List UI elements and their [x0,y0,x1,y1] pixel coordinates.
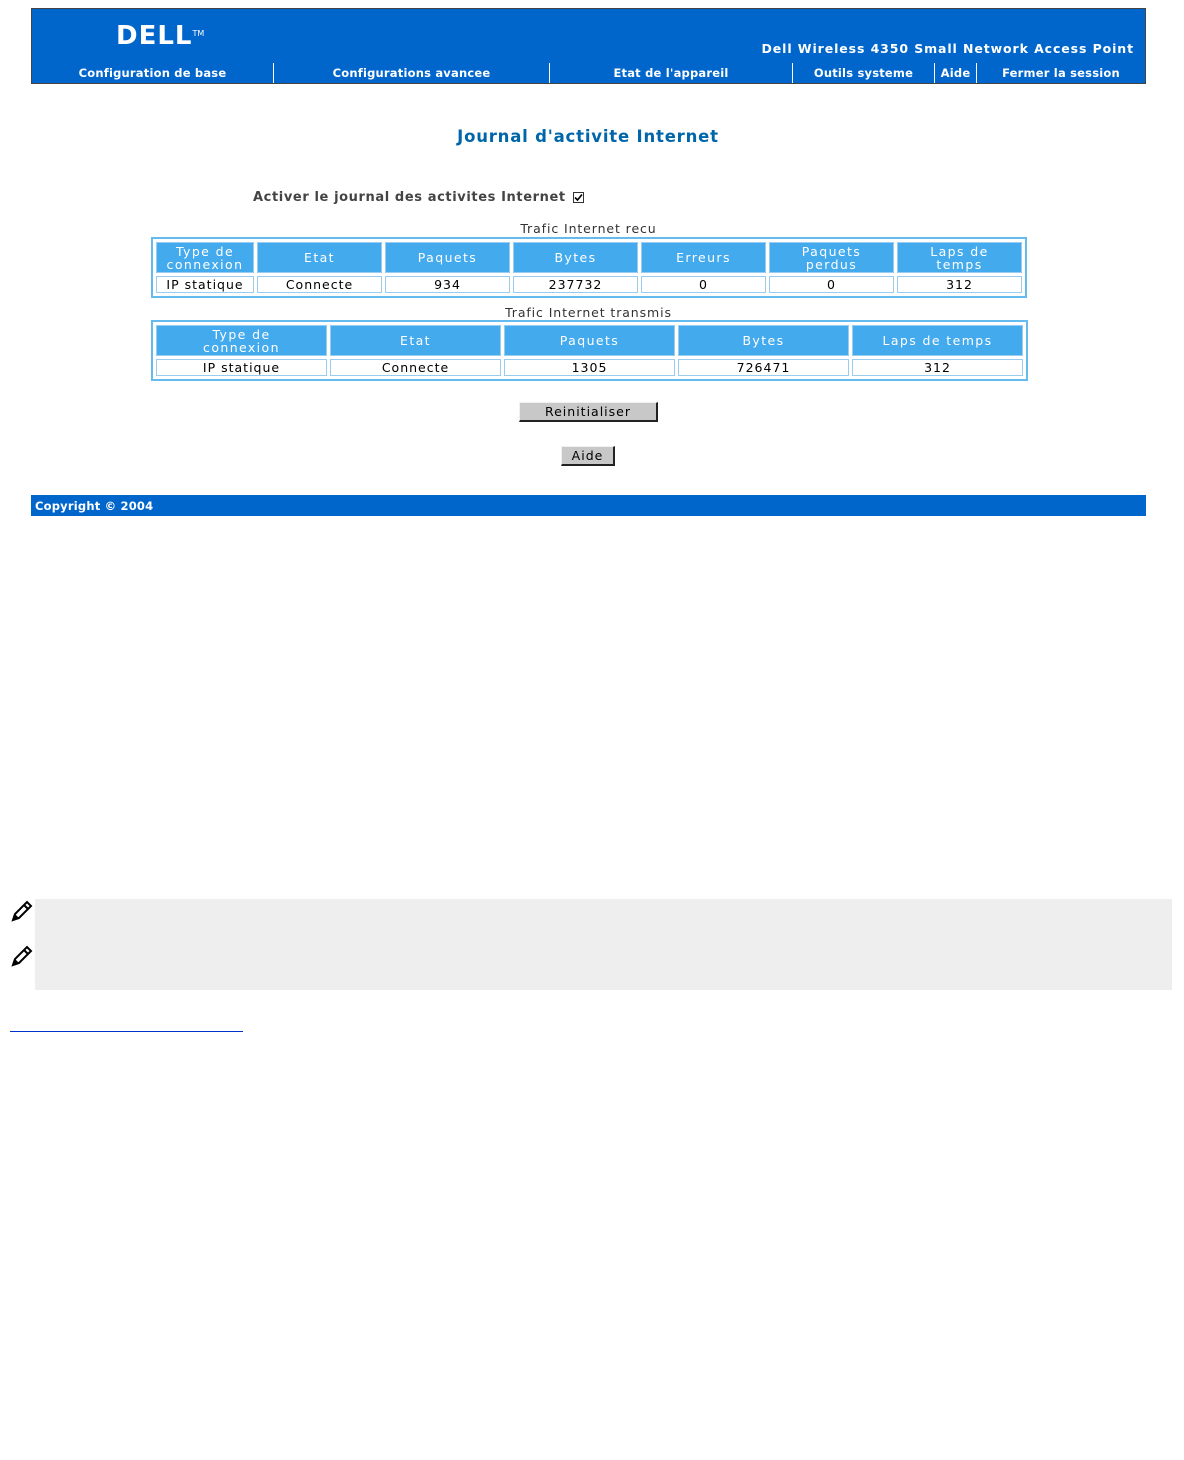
logo-text: DELL [116,21,193,51]
log-toggle-label: Activer le journal des activites Internet [253,190,566,205]
cell-bytes: 237732 [513,276,638,293]
reset-button[interactable]: Reinitialiser [519,402,658,422]
check-icon [574,193,583,202]
col-elapsed-time: Laps de temps [852,325,1023,356]
nav-help[interactable]: Aide [935,63,977,83]
header-banner [32,9,1145,62]
cell-connection-type: IP statique [156,276,254,293]
col-bytes: Bytes [513,242,638,273]
col-lost-packets: Paquets perdus [769,242,894,273]
col-status: Etat [257,242,382,273]
main-nav [32,63,1145,83]
nav-advanced-settings[interactable]: Configurations avancee [274,63,550,83]
table-row [156,276,1022,293]
help-button[interactable]: Aide [561,446,615,466]
note-pencil-icon [10,944,34,968]
cell-elapsed-time: 312 [852,359,1023,376]
nav-logout[interactable]: Fermer la session [977,63,1145,83]
link-underline [10,1031,243,1032]
transmitted-traffic-table [151,320,1028,381]
col-packets: Paquets [385,242,510,273]
table-row [156,359,1023,376]
nav-basic-settings[interactable]: Configuration de base [32,63,274,83]
log-toggle-row [253,190,584,205]
col-packets: Paquets [504,325,675,356]
col-bytes: Bytes [678,325,849,356]
log-enable-checkbox[interactable] [573,192,584,203]
col-connection-type: Type de connexion [156,325,327,356]
cell-elapsed-time: 312 [897,276,1022,293]
cell-status: Connecte [330,359,501,376]
app-header [31,8,1146,84]
notes-box [35,899,1172,990]
cell-connection-type: IP statique [156,359,327,376]
product-title: Dell Wireless 4350 Small Network Access Point [761,41,1134,56]
cell-lost-packets: 0 [769,276,894,293]
dell-logo [116,23,204,49]
cell-bytes: 726471 [678,359,849,376]
note-pencil-icon [10,899,34,923]
col-connection-type: Type de connexion [156,242,254,273]
cell-packets: 1305 [504,359,675,376]
received-caption: Trafic Internet recu [520,221,657,236]
cell-status: Connecte [257,276,382,293]
copyright-text: Copyright © 2004 [35,498,154,513]
col-elapsed-time: Laps de temps [897,242,1022,273]
nav-device-status[interactable]: Etat de l'appareil [550,63,793,83]
logo-trademark: TM [192,29,205,38]
transmitted-caption: Trafic Internet transmis [505,305,672,320]
nav-system-tools[interactable]: Outils systeme [793,63,935,83]
page-title: Journal d'activite Internet [457,127,719,146]
table-header-row [156,325,1023,356]
copyright-bar [31,495,1146,516]
table-header-row [156,242,1022,273]
col-status: Etat [330,325,501,356]
received-traffic-table [151,237,1027,298]
cell-packets: 934 [385,276,510,293]
col-errors: Erreurs [641,242,766,273]
cell-errors: 0 [641,276,766,293]
